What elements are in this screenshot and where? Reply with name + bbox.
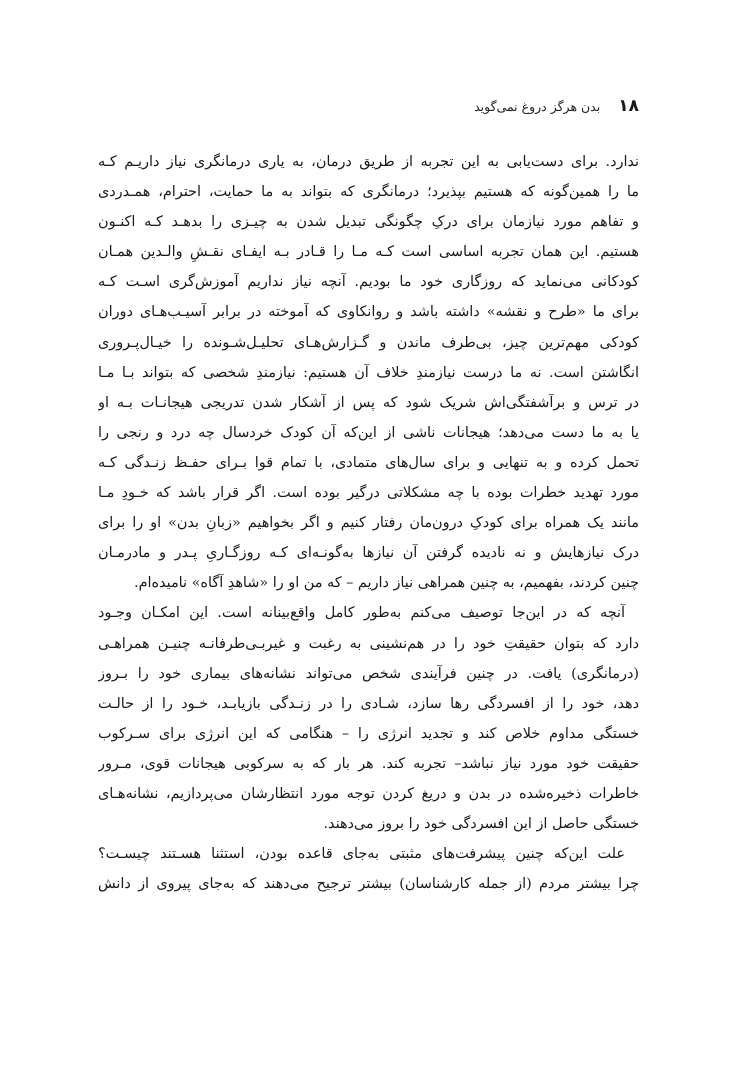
text-line: یا به ما دست می‌دهد؛ هیجانات ناشی از این‌که آن کودک خردسال چه درد و رنجی را [98,424,639,441]
text-line: کودکی مهم‌ترین چیز، بی‌طرف ماندن و گـزارش‌هـای تحلیـل‌شـونده را خیـال‌پـروری [98,334,639,351]
text-line: ما را همین‌گونه که هستیم بپذیرد؛ درمانگری که بتواند به ما حمایت، احترام، همـدردی [98,184,639,201]
text-line: علت این‌که چنین پیشرفت‌های مثبتی به‌جای قاعده بودن، استثنا هسـتند چیسـت؟ [98,846,625,863]
text-line: ندارد. برای دست‌یابی به این تجربه از طریق درمان، به یاری درمانگری نیاز داریـم کـه [98,154,639,170]
text-line: انگاشتن است. نه ما درست نیازمندِ خلاف آن هستیم: نیازمندِ شخصی که بتواند بـا مـا [98,364,639,381]
text-line: (درمانگری) یافت. در چنین فرآیندی شخص می‌تواند نشانه‌های بیماری خود را بـروز [98,665,639,682]
text-line: در ترس و برآشفتگی‌اش شریک شود که پس از آشکار شدن تدریجی هیجانـات بـه او [98,394,639,411]
text-line: خستگی مداوم خلاص کند و تجدید انرژی را – هنگامی که این انرژی برای سـرکوب [98,725,639,742]
paragraph [98,147,639,598]
body-text [98,147,639,899]
text-line: چرا بیشتر مردم (از جمله کارشناسان) بیشتر ترجیح می‌دهند که به‌جای پیروی از دانش [98,876,639,893]
text-line: مانند یک همراه برای کودکِ درون‌مان رفتار کنیم و اگر بخواهیم «زبانِ بدن» او را برای [98,515,639,532]
text-line: دارد که بتوان حقیقتِ خود را در هم‌نشینی به رغبت و غیربـی‌طرفانـه چنیـن همراهـی [98,635,639,652]
text-line: هستیم. این همان تجربه اساسی است کـه مـا را قـادر بـه ایفـای نقـشِ والـدین همـان [98,244,639,261]
text-line: درک نیازهایش و نه نادیده گرفتن آن نیازها به‌گونـه‌ای کـه روزگـاریِ پـدر و مادرمـان [98,545,639,562]
paragraph [98,598,639,839]
running-head [98,96,639,124]
running-title: بدن هرگز دروغ نمی‌گوید [474,99,601,114]
text-line: آنچه که در این‌جا توصیف می‌کنم به‌طور کامل واقع‌بینانه است. این امکـان وجـود [98,605,625,622]
text-line: و تفاهم مورد نیازمان برای درکِ چگونگی تبدیل شدن به چیـزی را بدهـد کـه اکنـون [98,214,639,231]
text-line: تحمل کرده و به تنهایی و برای سال‌های متمادی، با تمام قوا بـرای حفـظ زنـدگی کـه [98,454,639,471]
paragraph [98,839,639,899]
text-line: برای ما «طرح و نقشه» داشته باشد و روانکاوی که آموخته در برابر آسیـب‌هـای دوران [98,304,639,321]
text-line: خاطرات ذخیره‌شده در بدن و دریغ کردن توجه مورد انتظارشان می‌پردازیم، نشانه‌هـای [98,785,639,802]
text-line: چنین کردند، بفهمیم، به چنین همراهی نیاز داریم – که من او را «شاهدِ آگاه» نامیده‌ام. [134,575,639,592]
text-line: دهد، خود را از افسردگی رها سازد، شـادی را در زنـدگی بازیابـد، خـود را از حالـت [98,695,639,712]
text-line: خستگی حاصل از این افسردگی خود را بروز می‌دهند. [323,816,639,833]
text-line: کودکانی می‌نماید که روزگاری خود ما بودیم. آنچه نیاز نداریم آموزش‌گری اسـت کـه [98,274,639,291]
text-line: حقیقت خود مورد نیاز نباشد– تجربه کند. هر بار که به سرکوبی هیجانات قوی، مـرور [98,755,639,772]
page-number: ۱۸ [618,96,639,116]
text-line: مورد تهدید خطرات بوده با چه مشکلاتی درگیر بوده است. اگر قرار باشد که خـودِ مـا [98,485,639,502]
